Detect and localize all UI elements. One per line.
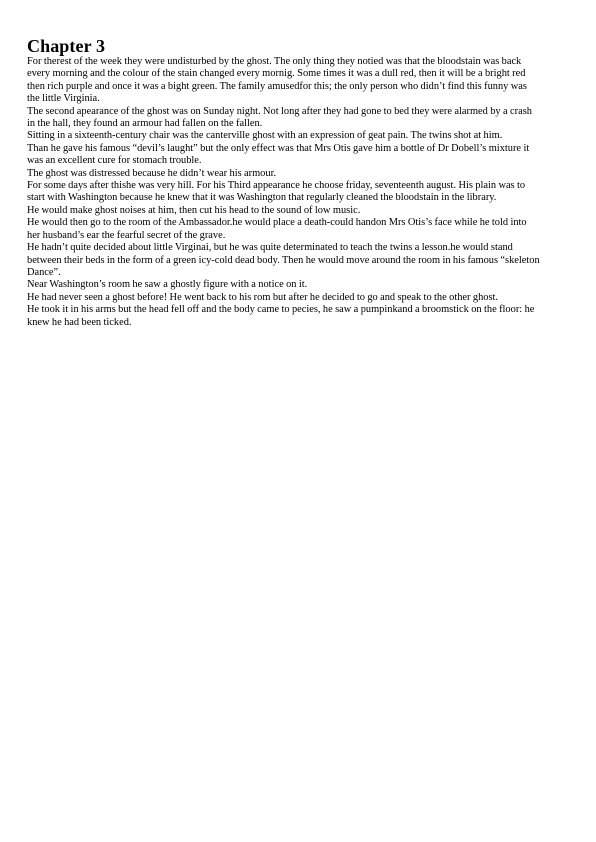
- paragraph: He took it in his arms but the head fell off and the body came to pecies, he saw a pumpinkand a broomstick on the floor: he knew he had been ticked.: [27, 304, 535, 328]
- document-page: [27, 36, 541, 329]
- paragraph: He hadn’t quite decided about little Virginai, but he was quite determinated to teach the twins a lesson.he would stand between their beds in the form of a green icy-cold dead body. Then he would move around the room in his famous “skeleton Dance”.: [27, 242, 540, 278]
- paragraph: Near Washington’s room he saw a ghostly figure with a notice on it.: [27, 279, 308, 291]
- paragraph: For some days after thishe was very hill. For his Third appearance he choose friday, seventeenth august. His plain was to start with Washington because he knew that it was Washington that regularly cleaned the bloodstain in the library.: [27, 180, 526, 204]
- paragraph: Sitting in a sixteenth-century chair was the canterville ghost with an expression of geat pain. The twins shot at him.: [27, 130, 503, 142]
- paragraph: He would then go to the room of the Ambassador.he would place a death-could handon Mrs Otis’s face while he told into her husband’s ear the fearful secret of the grave.: [27, 217, 527, 241]
- paragraph: The second apearance of the ghost was on Sunday night. Not long after they had gone to bed they were alarmed by a crash in the hall, they found an armour had fallen on the fallen.: [27, 105, 532, 130]
- paragraph: Than he gave his famous “devil’s laught” but the only effect was that Mrs Otis gave him a bottle of Dr Dobell’s mixture it was an excellent cure for stomach trouble.: [27, 142, 530, 167]
- paragraph: He had never seen a ghost before! He went back to his rom but after he decided to go and speak to the other ghost.: [27, 291, 498, 303]
- paragraph: For therest of the week they were undisturbed by the ghost. The only thing they notied was that the bloodstain was back every morning and the colour of the stain changed every mornig. Some times it was a dull red, then it will be a bright red then rich purple and once it was a bight green. The family amusedfor this; the only person who didn’t find this funny was the little Virginia.: [27, 56, 527, 105]
- document-body: [27, 56, 541, 329]
- paragraph: The ghost was distressed because he didn’t wear his armour.: [27, 167, 277, 179]
- paragraph: He would make ghost noises at him, then cut his head to the sound of low music.: [27, 204, 361, 216]
- chapter-title: Chapter 3: [27, 36, 106, 56]
